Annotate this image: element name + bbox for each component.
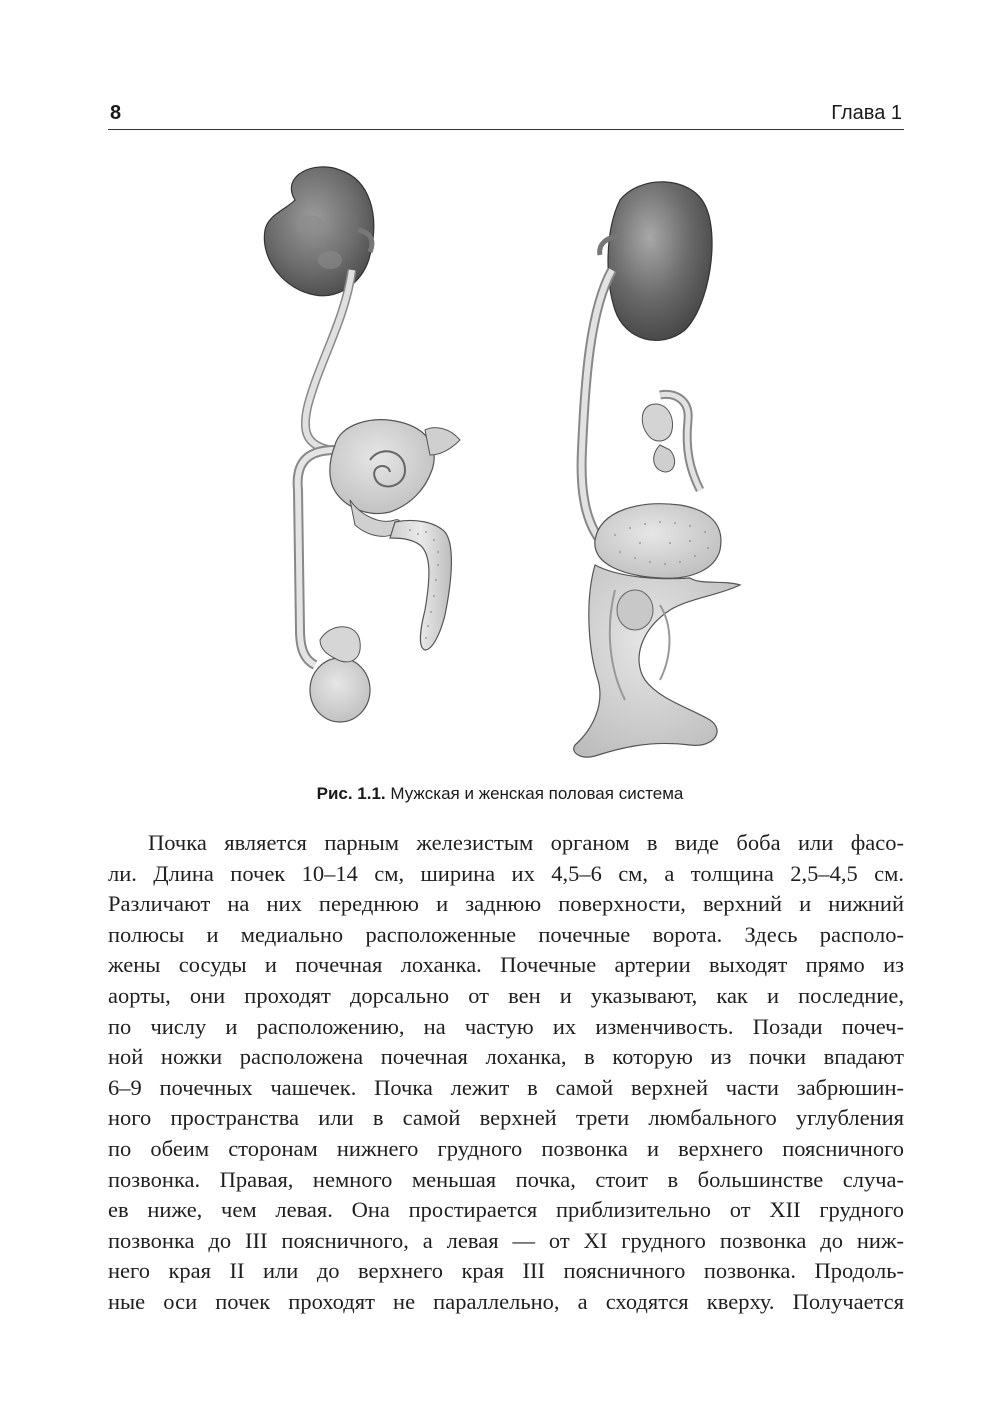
text-line: позвонка. Правая, немного меньшая почка, стоит в большинстве случа- <box>108 1166 904 1192</box>
chapter-title: Глава 1 <box>831 102 902 124</box>
figure-caption-text: Мужская и женская половая система <box>385 784 684 803</box>
figure-urogenital-illustration <box>220 160 780 780</box>
text-line: ли. Длина почек 10–14 см, ширина их 4,5–6 см, а толщина 2,5–4,5 см. <box>108 860 904 886</box>
text-line: ев ниже, чем левая. Она простирается приблизительно от XII грудного <box>108 1197 904 1223</box>
text-line: ного пространства или в самой верхней трети люмбального углубления <box>108 1105 904 1131</box>
text-line: Почка является парным железистым органом в виде боба или фасо- <box>148 830 904 855</box>
text-line: жены сосуды и почечная лоханка. Почечные артерии выходят прямо из <box>108 952 904 978</box>
female-system-illustration <box>574 182 740 757</box>
text-line: аорты, они проходят дорсально от вен и указывают, как и последние, <box>108 982 904 1008</box>
male-system-illustration <box>264 167 460 722</box>
text-line: него края II или до верхнего края III поясничного позвонка. Продоль- <box>108 1258 904 1284</box>
figure-caption <box>0 784 1000 804</box>
text-line: позвонка до III поясничного, а левая — от XI грудного позвонка до ниж- <box>108 1227 904 1253</box>
text-line: полюсы и медиально расположенные почечные ворота. Здесь располо- <box>108 921 904 947</box>
figure-caption-label: Рис. 1.1. <box>316 784 386 803</box>
page-number: 8 <box>110 102 122 124</box>
text-line: ные оси почек проходят не параллельно, а сходятся кверху. Получается <box>108 1288 904 1314</box>
text-line: 6–9 почечных чашечек. Почка лежит в самой верхней части забрюшин- <box>108 1074 904 1100</box>
header-rule <box>108 129 904 130</box>
text-line: ной ножки расположена почечная лоханка, в которую из почки впадают <box>108 1044 904 1070</box>
body-paragraph <box>108 828 904 1318</box>
text-line: по числу и расположению, на частую их изменчивость. Позади почеч- <box>108 1013 904 1039</box>
text-line: по обеим сторонам нижнего грудного позвонка и верхнего поясничного <box>108 1135 904 1161</box>
text-line: Различают на них переднюю и заднюю поверхности, верхний и нижний <box>108 891 904 917</box>
running-header <box>108 100 904 130</box>
